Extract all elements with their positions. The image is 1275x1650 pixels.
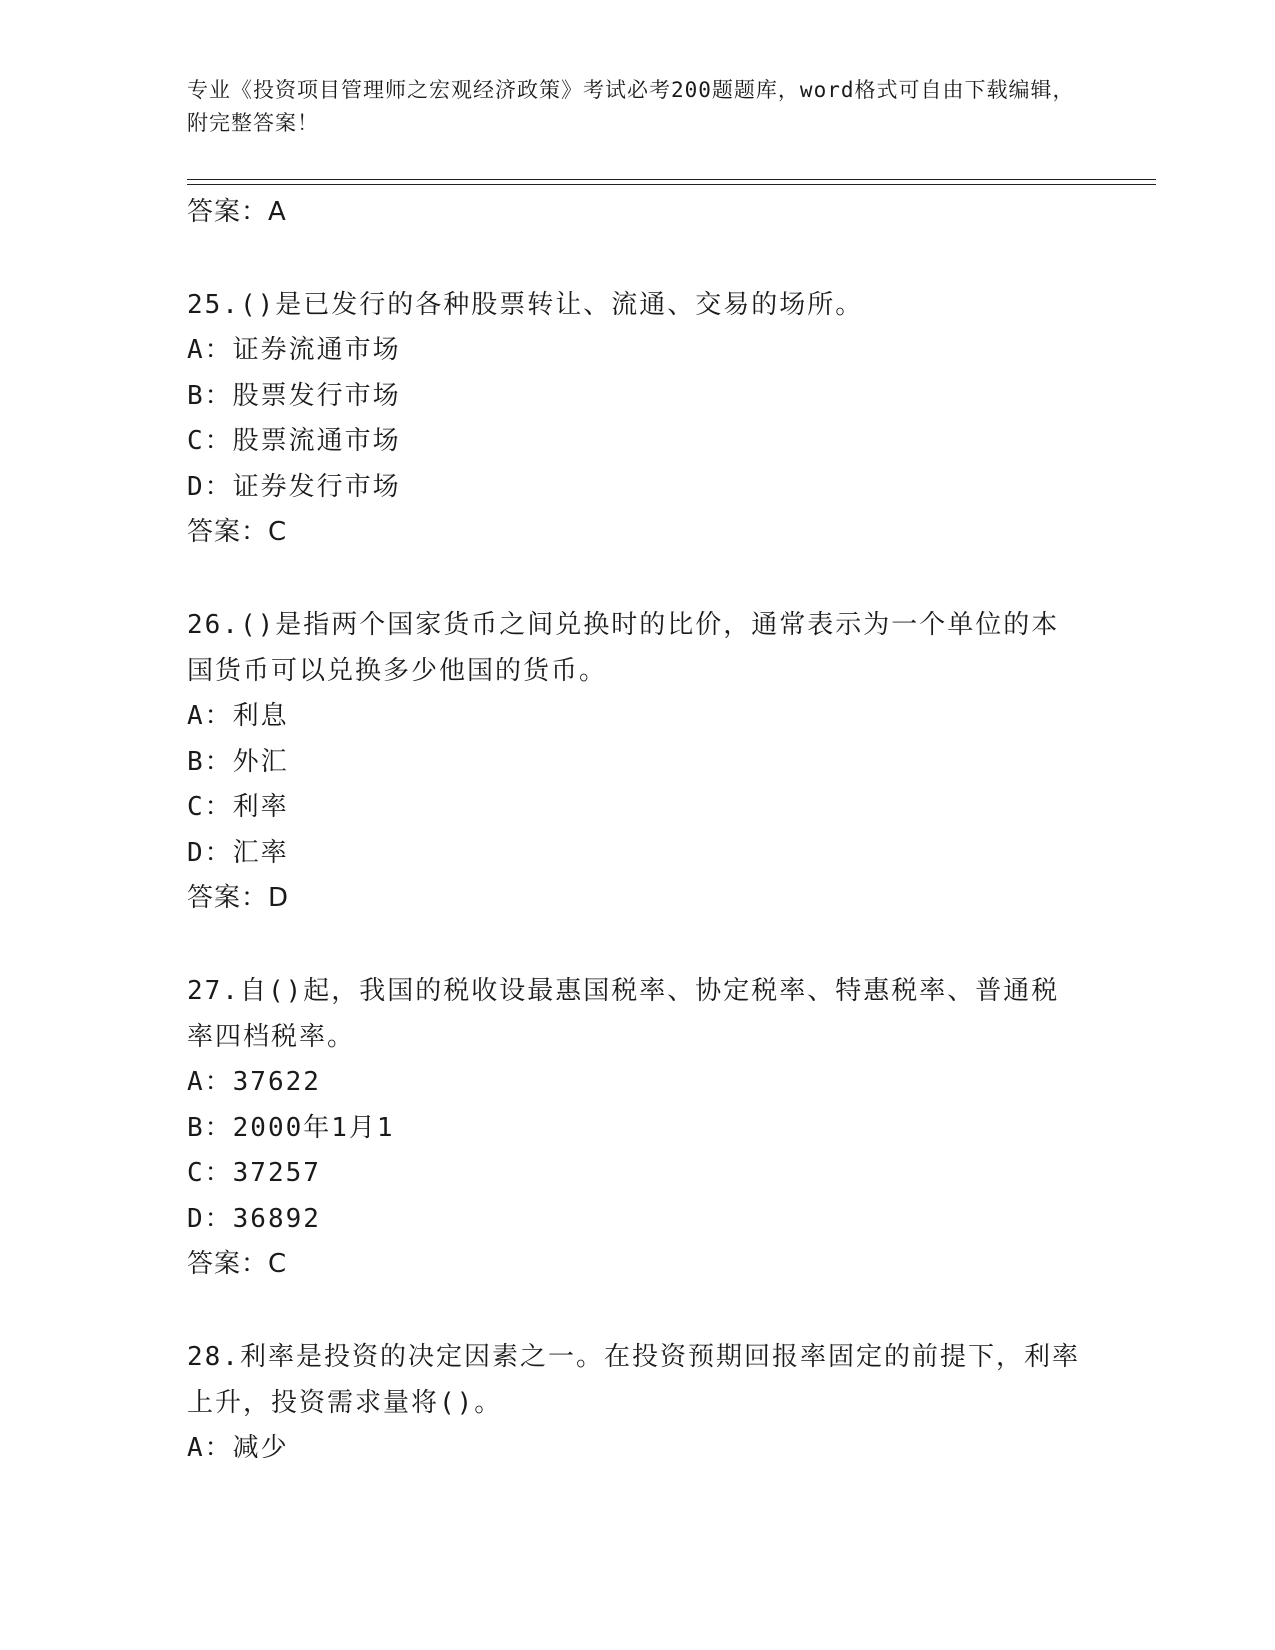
document-header: 专业《投资项目管理师之宏观经济政策》考试必考200题题库，word格式可自由下载编辑，附完整答案！	[187, 78, 1075, 135]
option-c: C：37257	[187, 1158, 321, 1188]
option-a: A：减少	[187, 1433, 289, 1463]
document-body	[187, 190, 1087, 1472]
question-text: 26.()是指两个国家货币之间兑换时的比价，通常表示为一个单位的本国货币可以兑换多少他国的货币。	[187, 610, 1060, 686]
option-c: C：利率	[187, 792, 289, 822]
spacer	[187, 1286, 1087, 1334]
option-a: A：利息	[187, 701, 289, 731]
answer-line: 答案：C	[187, 517, 288, 547]
spacer	[187, 554, 1087, 602]
answer-line: 答案：C	[187, 1249, 288, 1279]
question-text: 25.()是已发行的各种股票转让、流通、交易的场所。	[187, 290, 864, 320]
option-d: D：证券发行市场	[187, 471, 401, 502]
answer-line: 答案：A	[187, 197, 287, 227]
question-text: 27.自()起，我国的税收设最惠国税率、协定税率、特惠税率、普通税率四档税率。	[187, 976, 1060, 1052]
answer-line: 答案：D	[187, 883, 290, 913]
spacer	[187, 920, 1087, 968]
question-text: 28.利率是投资的决定因素之一。在投资预期回报率固定的前提下，利率上升，投资需求量将()。	[187, 1342, 1080, 1418]
spacer	[187, 234, 1087, 282]
option-b: B：2000年1月1	[187, 1112, 395, 1143]
option-d: D：汇率	[187, 837, 289, 868]
option-d: D：36892	[187, 1203, 321, 1234]
option-a: A：证券流通市场	[187, 335, 401, 365]
option-b: B：股票发行市场	[187, 380, 401, 411]
option-a: A：37622	[187, 1067, 321, 1097]
option-b: B：外汇	[187, 746, 289, 777]
option-c: C：股票流通市场	[187, 426, 401, 456]
header-divider	[187, 179, 1156, 185]
